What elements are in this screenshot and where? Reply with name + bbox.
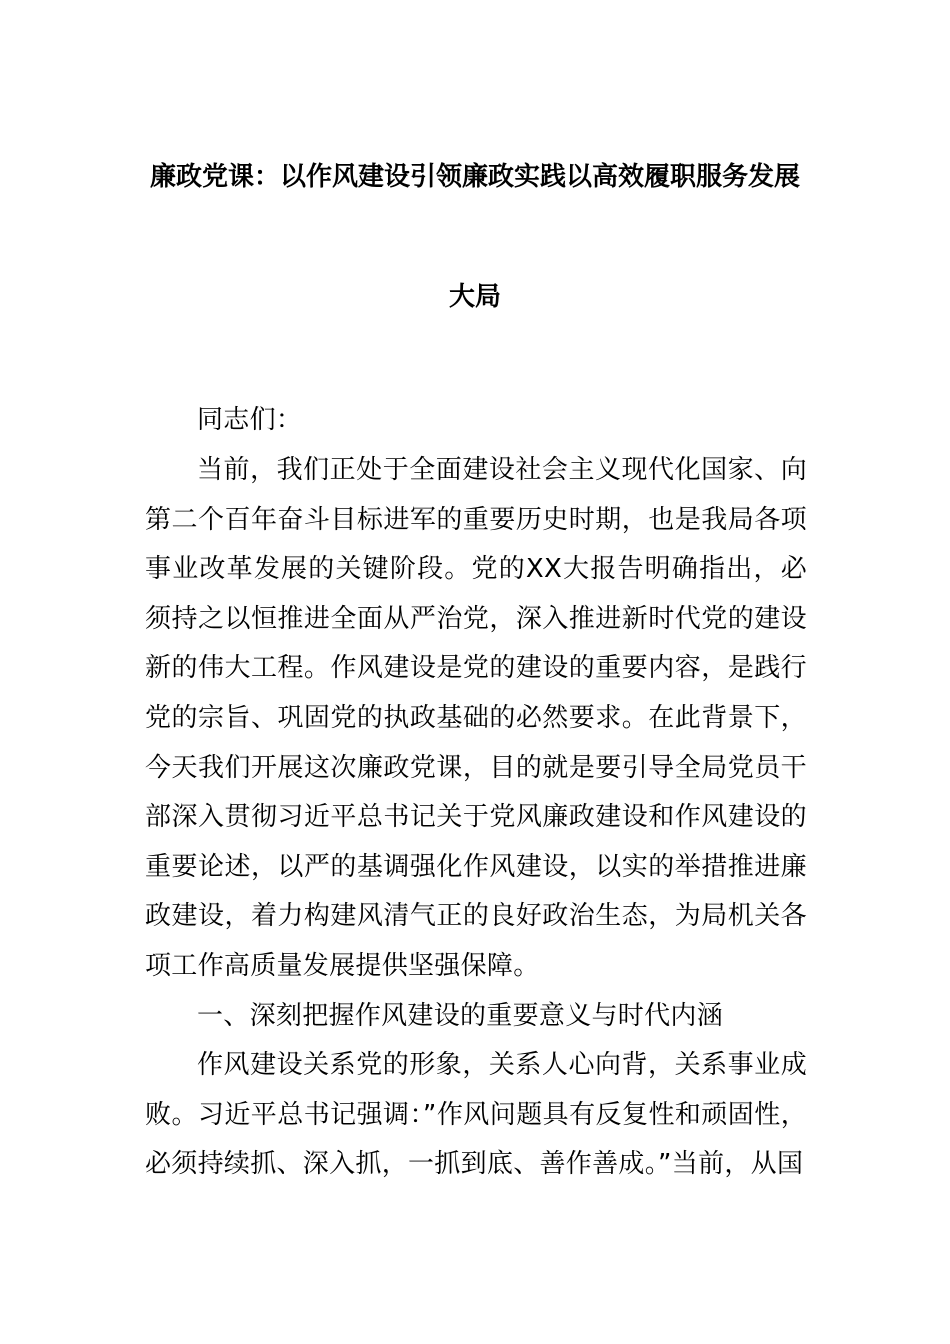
paragraph-intro: 当前，我们正处于全面建设社会主义现代化国家、向第二个百年奋斗目标进军的重要历史时期，也是我局各项事业改革发展的关键阶段。党的XX大报告明确指出，必须持之以恒推进全面从严治党，深入推进新时代党的建设新的伟大工程。作风建设是党的建设的重要内容，是践行党的宗旨、巩固党的执政基础的必然要求。在此背景下，今天我们开展这次廉政党课，目的就是要引导全局党员干部深入贯彻习近平总书记关于党风廉政建设和作风建设的重要论述，以严的基调强化作风建设，以实的举措推进廉政建设，着力构建风清气正的良好政治生态，为局机关各项工作高质量发展提供坚强保障。 bbox=[145, 455, 807, 981]
paragraph-section-1: 作风建设关系党的形象，关系人心向背，关系事业成败。习近平总书记强调：”作风问题具有反复性和顽固性，必须持续抓、深入抓，一抓到底、善作善成。”当前，从国 bbox=[145, 1050, 807, 1180]
section-heading-1: 一、深刻把握作风建设的重要意义与时代内涵 bbox=[197, 1000, 724, 1031]
document-title-line-1: 廉政党课：以作风建设引领廉政实践以高效履职服务发展 bbox=[149, 162, 800, 192]
document-body bbox=[145, 446, 807, 1190]
document-title-line-2: 大局 bbox=[448, 282, 501, 312]
greeting: 同志们： bbox=[197, 405, 303, 435]
